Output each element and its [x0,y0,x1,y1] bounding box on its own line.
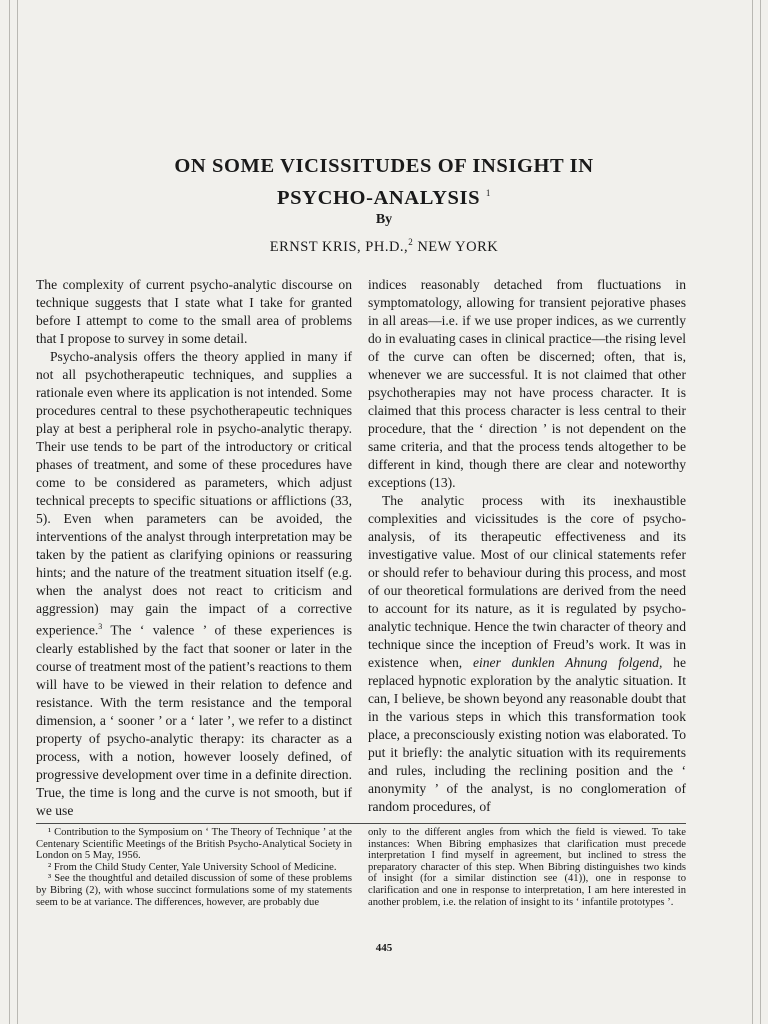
footnote: ² From the Child Study Center, Yale University School of Medicine. [48,861,337,873]
footnote-marker-3: 3 [98,622,103,631]
footnote-rule [36,823,686,824]
body-column-right [368,276,686,816]
author-city: NEW YORK [417,238,499,255]
paragraph: indices reasonably detached from fluctuations in symptomatology, allowing for transient pejorative phases in all areas—i.e. if we use proper indices, as we currently do in evaluating cases in clinical practice—the rising level of the curve can often be discerned; often, that is, whenever we are successful. It is not claimed that other psychotherapies may not have process character. It is claimed that this process character is less central to their procedure, that the ‘ direction ’ is not dependent on the same criteria, and that the process tends altogether to be different in kind, though there are clear and noteworthy exceptions (13). [368,277,686,490]
body-column-left [36,276,352,820]
paragraph [36,348,352,820]
paragraph [368,492,686,816]
paragraph-text: The ‘ valence ’ of these experiences is clearly established by the fact that sooner or later in the course of treatment most of the patient’s reactions to them will have to be viewed in their relation to defence and resistance. With the term resistance and the temporal dimension, a ‘ sooner ’ or a ‘ later ’, we refer to a distinct property of psycho-analytic therapy: its character as a process, with a notion, however loosely defined, of progressive development over time in a definite direction. True, the time is long and the curve is not smooth, but if we use [36,622,352,818]
title-footnote-marker: 1 [485,188,491,198]
scan-edge-line [9,0,10,1024]
footnote-continuation: only to the different angles from which the field is viewed. To take instances: When Bibring emphasizes that clarification must precede interpretation I find myself in agreement, but inclined to stress the preparatory character of this step. When Bibring distinguishes two kinds of insight (for a similar distinction see (41)), one in response to clarification and one in response to interpretation, I am here interested in another problem, i.e. the relation of insight to its ‘ infantile prototypes ’. [368,827,686,908]
footnote: ³ See the thoughtful and detailed discussion of some of these problems by Bibring (2), with whose succinct formulations some of my statements seem to be at variance. The differences, however, are probably due [36,873,352,908]
paragraph-text: The analytic process with its inexhaustible complexities and vicissitudes is the core of psycho-analysis, of its therapeutic effectiveness and its investigative value. Most of our clinical statements refer or should refer to behaviour during this process, and most of our theoretical formulations are derived from the need to account for its nature, as it is regulated by psycho-analytic technique. Hence the twin character of theory and technique since the inception of Freud’s work. It was in existence when, [368,493,686,670]
scan-edge-line [17,0,18,1024]
page-number: 445 [375,942,393,954]
footnotes-right [368,827,686,908]
author-name: ERNST KRIS, PH.D., [269,238,409,255]
footnotes-left [36,827,352,908]
author-line [0,237,768,256]
paragraph-text: Psycho-analysis offers the theory applied in many if not all psychotherapeutic techniques, and supplies a rationale even where its application is not intended. Some procedures central to these psychotherapeutic techniques play at best a peripheral role in psycho-analytic therapy. Their use tends to be part of the introductory or critical phases of treatment, and some of these procedures have come to be considered as parameters, which adjust technical precepts to specific situations or afflictions (33, 5). Even when parameters can be avoided, the interventions of the analyst through interpretation may be taken by the patient as clarifying opinions or reassuring hints; and the nature of the treatment situation itself (e.g. when the analyst does not react to criticism and aggression) may gain the impact of a corrective experience. [36,349,352,638]
title-line-1: ON SOME VICISSITUDES OF INSIGHT IN [174,155,594,177]
paragraph-text: he replaced hypnotic exploration by the analytic situation. It can, I believe, be shown beyond any reasonable doubt that in the various steps in which this transformation took place, a preconsciously existing notion was elaborated. To put it briefly: the analytic situation with its requirements and rules, including the reclining position and the ‘ anonymity ’ of the analyst, is no conglomeration of random procedures, of [368,655,686,814]
byline-by: By [375,212,393,227]
german-quote: einer dunklen Ahnung folgend, [472,655,663,670]
title-line-2: PSYCHO-ANALYSIS [277,186,481,209]
author-footnote-marker: 2 [408,237,414,247]
footnote: ¹ Contribution to the Symposium on ‘ The Theory of Technique ’ at the Centenary Scientific Meetings of the British Psycho-Analytical Society in London on 5 May, 1956. [36,827,352,862]
article-title [100,153,668,212]
scan-edge-line [752,0,753,1024]
paragraph: The complexity of current psycho-analytic discourse on technique suggests that I state what I take for granted before I attempt to come to the small area of problems that I propose to survey in some detail. [36,277,352,346]
scan-edge-line [760,0,761,1024]
